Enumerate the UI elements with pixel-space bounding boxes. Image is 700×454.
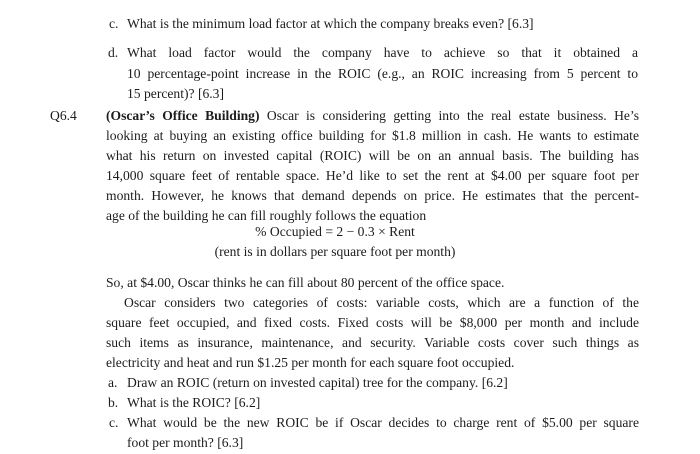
question-line-2: looking at buying an existing office building for $1.8 million in cash. He wants to estimate xyxy=(106,128,639,143)
paragraph-3-line-3: such items as insurance, maintenance, and security. Variable costs cover such things as xyxy=(106,335,639,350)
occupancy-equation: % Occupied = 2 − 0.3 × Rent xyxy=(255,224,415,239)
paragraph-3-line-4: electricity and heat and run $1.25 per month for each square foot occupied. xyxy=(106,355,515,370)
question-title: (Oscar’s Office Building) xyxy=(106,108,260,123)
prev-part-c-text: What is the minimum load factor at which the company breaks even? [6.3] xyxy=(127,16,534,31)
equation-note: (rent is in dollars per square foot per month) xyxy=(214,244,456,259)
paragraph-3-line-1: Oscar considers two categories of costs: variable costs, which are a function of the xyxy=(124,295,639,310)
part-c-line-1: What would be the new ROIC be if Oscar decides to charge rent of $5.00 per square xyxy=(127,415,639,430)
question-line-4: 14,000 square feet of rentable space. He’d like to set the rent at $4.00 per square foot per xyxy=(106,168,639,183)
question-line-6: age of the building he can fill roughly follows the equation xyxy=(106,208,427,223)
question-first-line-text: Oscar is considering getting into the real estate business. He’s xyxy=(259,108,640,123)
part-a-label: a. xyxy=(108,375,118,390)
prev-part-d-line-1: What load factor would the company have to achieve so that it obtained a xyxy=(127,45,638,60)
part-c-line-2: foot per month? [6.3] xyxy=(127,435,244,450)
prev-part-d-line-3: 15 percent)? [6.3] xyxy=(127,86,224,101)
question-number: Q6.4 xyxy=(50,108,77,123)
part-a-text: Draw an ROIC (return on invested capital) tree for the company. [6.2] xyxy=(127,375,508,390)
prev-part-d-label: d. xyxy=(108,45,119,60)
part-b-label: b. xyxy=(108,395,119,410)
question-first-line xyxy=(106,106,639,126)
paragraph-3-line-2: square feet occupied, and fixed costs. Fixed costs will be $8,000 per month and include xyxy=(106,315,639,330)
question-line-3: what his return on invested capital (ROIC) will be on an annual basis. The building has xyxy=(106,148,639,163)
part-c-label: c. xyxy=(109,415,119,430)
prev-part-d-line-2: 10 percentage-point increase in the ROIC (e.g., an ROIC increasing from 5 percent to xyxy=(127,66,638,81)
prev-part-c-label: c. xyxy=(109,16,119,31)
question-line-5: month. However, he knows that demand depends on price. He estimates that the percent- xyxy=(106,188,639,203)
part-b-text: What is the ROIC? [6.2] xyxy=(127,395,261,410)
paragraph-2: So, at $4.00, Oscar thinks he can fill about 80 percent of the office space. xyxy=(106,275,505,290)
